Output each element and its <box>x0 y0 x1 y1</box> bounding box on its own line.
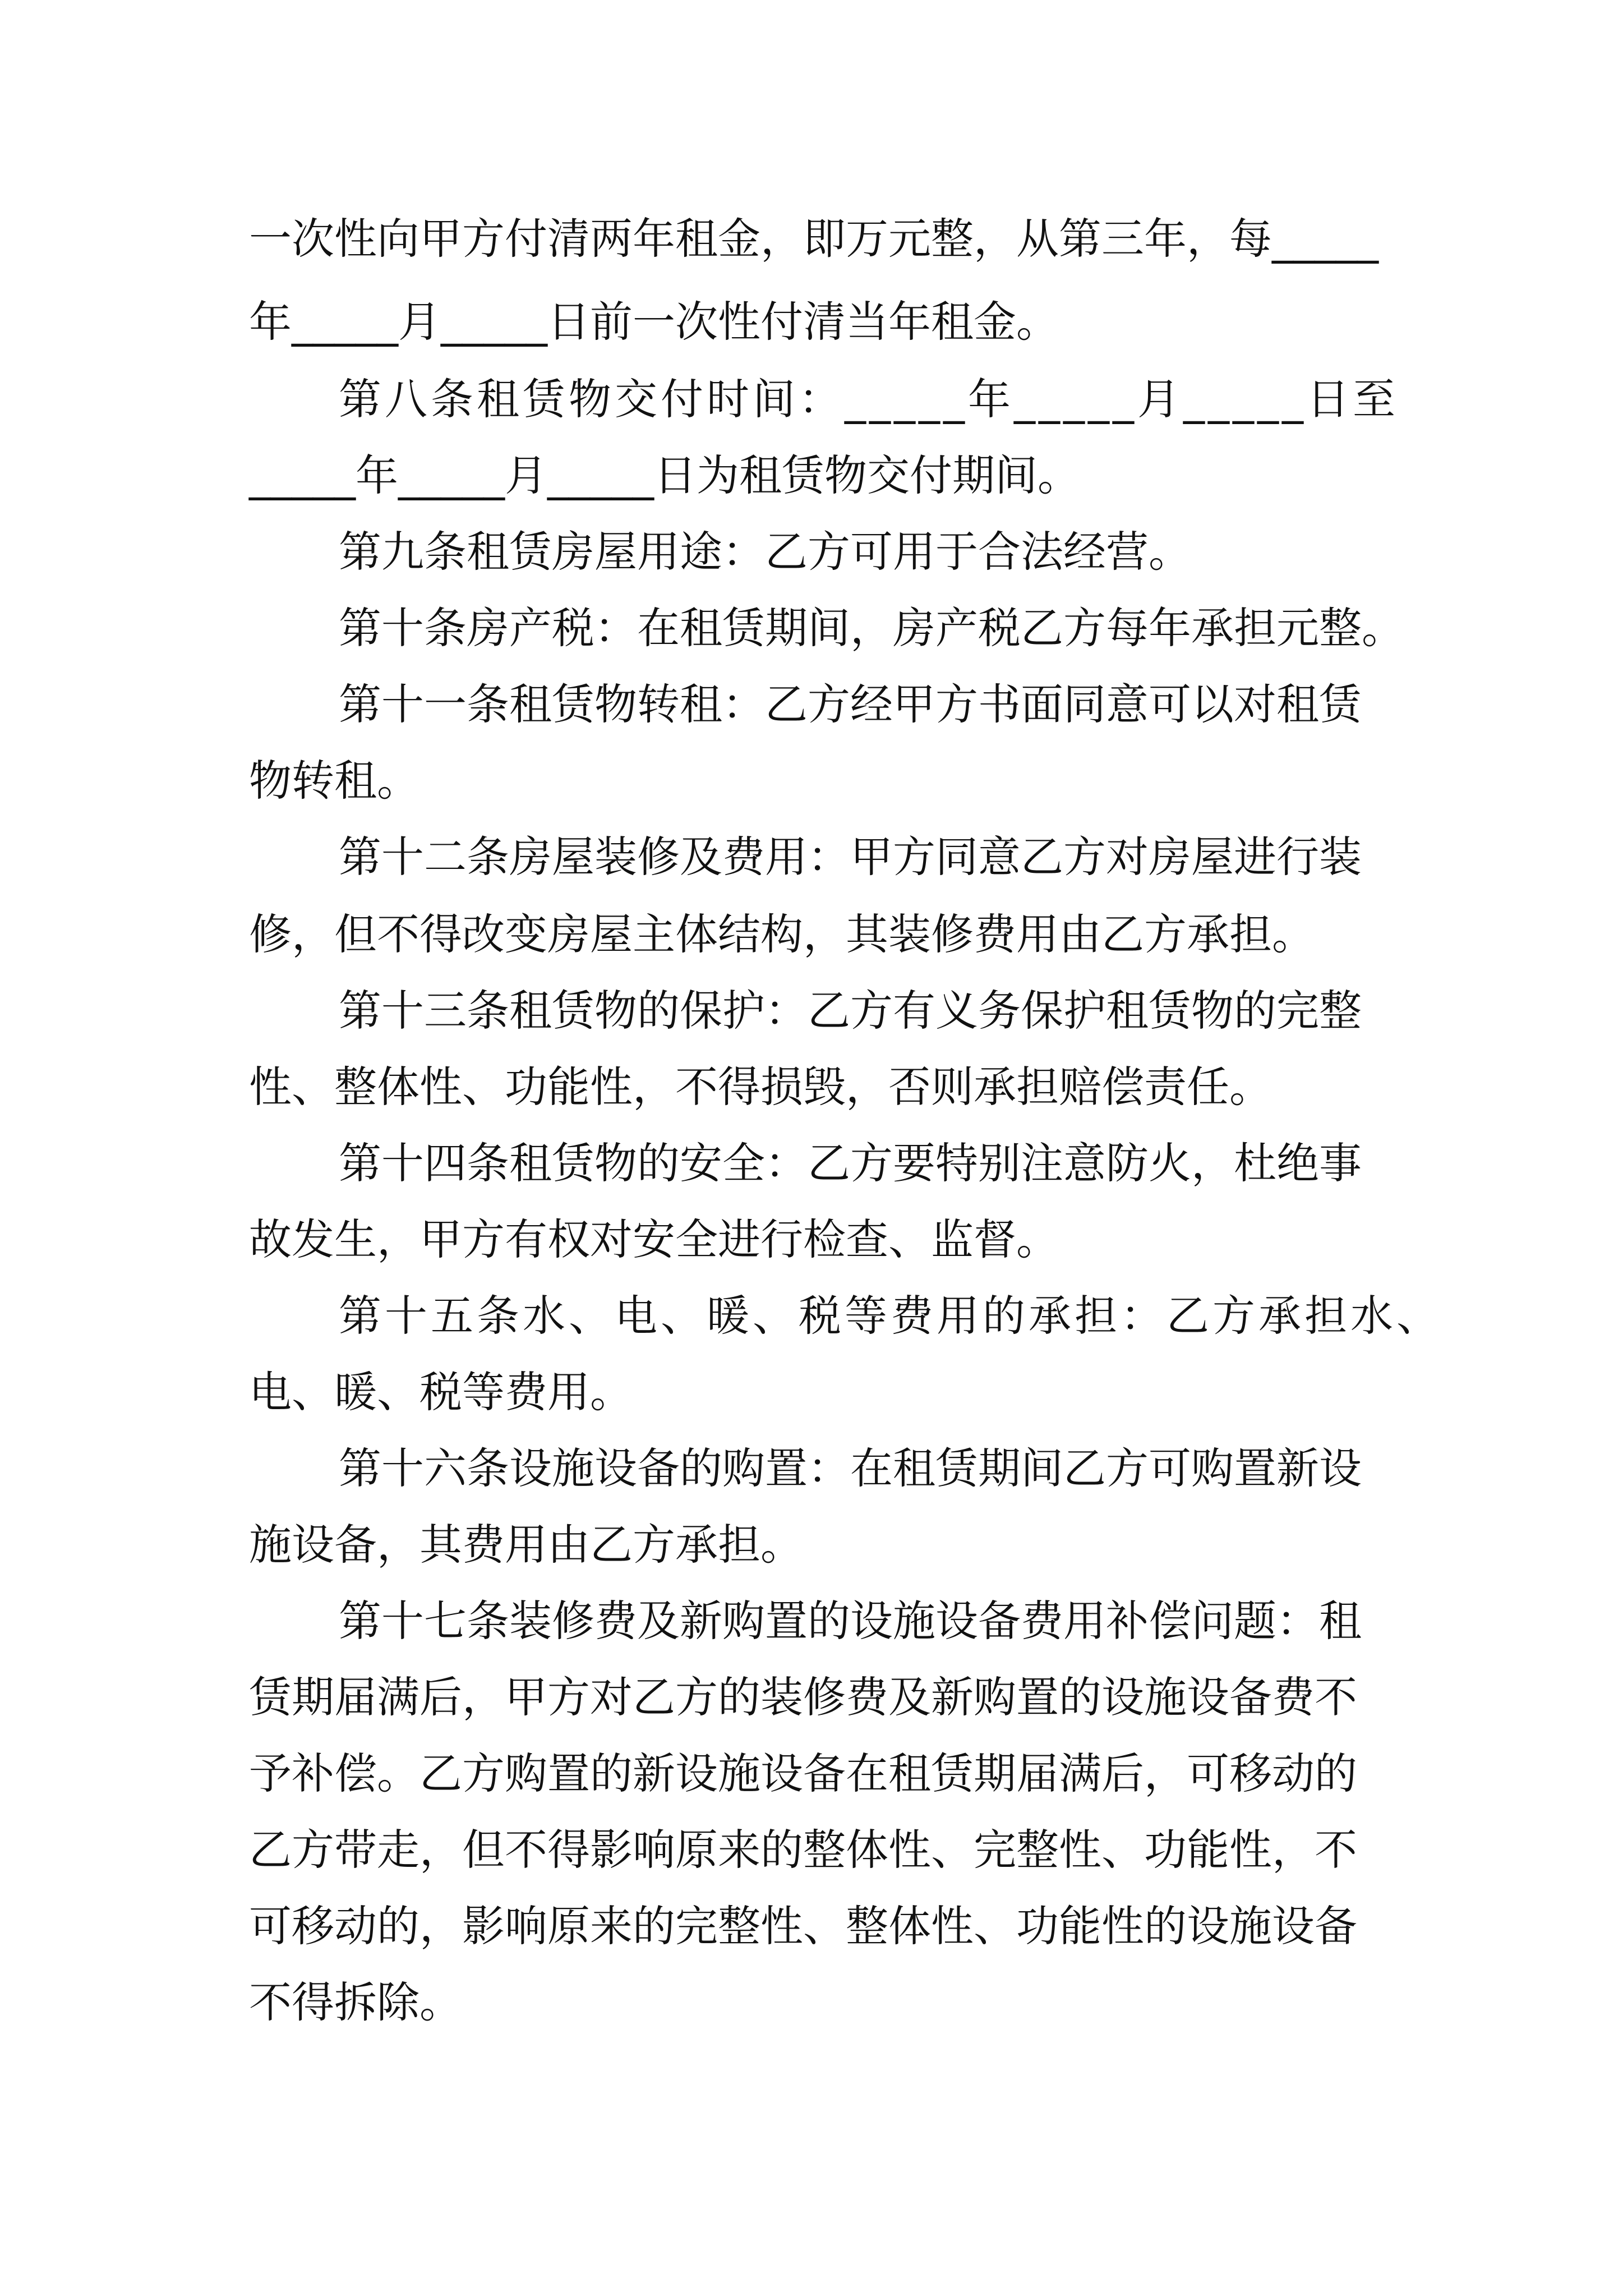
text-line: 修，但不得改变房屋主体结构，其装修费用由乙方承担。 <box>249 909 1315 959</box>
text-line: 物转租。 <box>249 756 419 806</box>
text-line: 第十四条租赁物的安全：乙方要特别注意防火，杜绝事 <box>339 1138 1362 1188</box>
text-line: 第十七条装修费及新购置的设施设备费用补偿问题：租 <box>339 1596 1362 1646</box>
text-line: 第十二条房屋装修及费用：甲方同意乙方对房屋进行装 <box>339 832 1362 882</box>
text-line: 电、暖、税等费用。 <box>249 1367 633 1417</box>
text-line: 第八条租赁物交付时间：_____年_____月_____日至 <box>339 374 1399 424</box>
text-line: 一次性向甲方付清两年租金，即万元整，从第三年，每_____ <box>249 214 1378 264</box>
text-line: 性、整体性、功能性，不得损毁，否则承担赔偿责任。 <box>249 1062 1272 1112</box>
text-line: 第十三条租赁物的保护：乙方有义务保护租赁物的完整 <box>339 986 1362 1036</box>
text-line: 故发生，甲方有权对安全进行检查、监督。 <box>249 1214 1059 1264</box>
text-line: 赁期届满后，甲方对乙方的装修费及新购置的设施设备费不 <box>249 1672 1357 1722</box>
text-line: 第十五条水、电、暖、税等费用的承担：乙方承担水、 <box>339 1291 1442 1341</box>
text-line: 可移动的，影响原来的完整性、整体性、功能性的设施设备 <box>249 1901 1357 1951</box>
text-line: 第九条租赁房屋用途：乙方可用于合法经营。 <box>339 527 1191 577</box>
text-line: 第十一条租赁物转租：乙方经甲方书面同意可以对租赁 <box>339 679 1362 729</box>
text-line: 予补偿。乙方购置的新设施设备在租赁期届满后，可移动的 <box>249 1749 1357 1798</box>
text-line: 不得拆除。 <box>249 1977 462 2027</box>
text-line: 第十六条设施设备的购置：在租赁期间乙方可购置新设 <box>339 1443 1362 1493</box>
text-line: 第十条房产税：在租赁期间，房产税乙方每年承担元整。 <box>339 603 1404 653</box>
text-line: _____年_____月_____日为租赁物交付期间。 <box>249 450 1080 500</box>
text-line: 年_____月_____日前一次性付清当年租金。 <box>249 297 1059 347</box>
text-line: 乙方带走，但不得影响原来的整体性、完整性、功能性，不 <box>249 1825 1357 1875</box>
text-line: 施设备，其费用由乙方承担。 <box>249 1520 803 1570</box>
